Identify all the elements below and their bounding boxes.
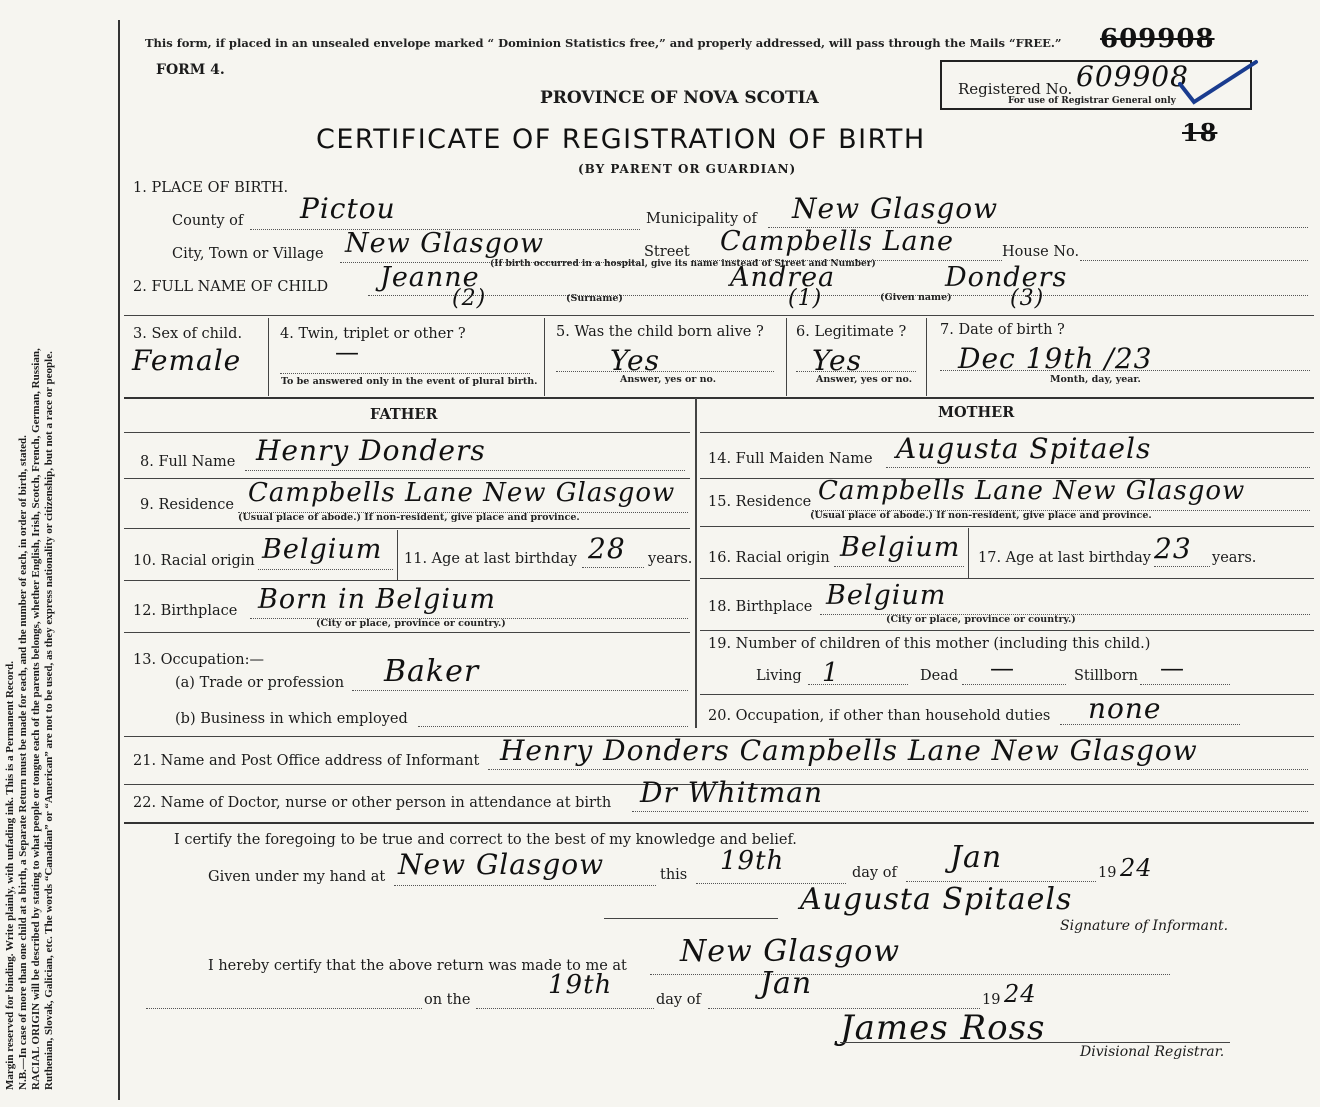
house-label: House No. — [1002, 244, 1080, 260]
margin-rule — [118, 20, 120, 1100]
county-label: County of — [172, 213, 244, 229]
father-name-value: Henry Donders — [256, 434, 486, 467]
mother-children-label: 19. Number of children of this mother (including this child.) — [708, 636, 1151, 652]
registrar-on-the-label: on the — [424, 992, 471, 1008]
dead-value: — — [990, 654, 1015, 682]
registrar-day: 19th — [548, 970, 613, 1000]
dob-label: 7. Date of birth ? — [940, 322, 1065, 338]
street-label: Street — [644, 244, 690, 260]
registrar-day-of-label: day of — [656, 992, 701, 1008]
given-day: 19th — [720, 846, 785, 876]
street-value: Campbells Lane — [720, 226, 955, 257]
legit-label: 6. Legitimate ? — [796, 324, 907, 340]
mother-name-value: Augusta Spitaels — [896, 432, 1152, 465]
registrar-note: For use of Registrar General only — [1008, 96, 1176, 106]
legit-caption: Answer, yes or no. — [816, 374, 913, 385]
certificate-title: CERTIFICATE OF REGISTRATION OF BIRTH — [316, 124, 926, 155]
mother-heading: MOTHER — [938, 404, 1015, 421]
doctor-value: Dr Whitman — [640, 776, 824, 809]
province-heading: PROVINCE OF NOVA SCOTIA — [540, 88, 819, 108]
father-age-value: 28 — [588, 532, 626, 565]
father-occupation-label: 13. Occupation:— — [133, 652, 264, 668]
mother-birthplace-label: 18. Birthplace — [708, 599, 813, 615]
child-order-2: (1) — [788, 286, 823, 311]
legit-value: Yes — [812, 344, 862, 377]
municipality-value: New Glasgow — [792, 192, 999, 225]
mother-racial-label: 16. Racial origin — [708, 550, 830, 566]
father-birthplace-label: 12. Birthplace — [133, 603, 238, 619]
hospital-note: (If birth occurred in a hospital, give its name instead of Street and Number) — [490, 259, 876, 269]
certify-statement: I certify the foregoing to be true and correct to the best of my knowledge and belief. — [174, 832, 797, 848]
mother-birthplace-caption: (City or place, province or country.) — [886, 614, 1076, 625]
informant-value: Henry Donders Campbells Lane New Glasgow — [500, 734, 1198, 767]
mother-residence-caption: (Usual place of abode.) If non-resident, give place and province. — [810, 510, 1152, 521]
registrar-statement: I hereby certify that the above return was made to me at — [208, 958, 627, 974]
father-residence-label: 9. Residence — [140, 497, 234, 513]
given-year: 24 — [1120, 854, 1153, 882]
surname-caption: (Surname) — [566, 293, 623, 304]
given-this-label: this — [660, 867, 688, 883]
mother-occupation-value: none — [1088, 692, 1162, 725]
father-name-label: 8. Full Name — [140, 454, 236, 470]
mother-residence-value: Campbells Lane New Glasgow — [818, 476, 1246, 506]
form-number: FORM 4. — [156, 62, 225, 78]
given-day-of-label: day of — [852, 865, 897, 881]
corner-number: 18 — [1182, 118, 1218, 147]
father-heading: FATHER — [370, 406, 438, 423]
given-year-prefix: 19 — [1098, 865, 1117, 881]
mother-residence-label: 15. Residence — [708, 494, 812, 510]
sex-label: 3. Sex of child. — [133, 326, 243, 342]
twin-caption: To be answered only in the event of plural birth. — [281, 376, 538, 387]
informant-signature: Augusta Spitaels — [800, 882, 1073, 917]
given-caption: (Given name) — [880, 292, 952, 303]
mother-occupation-label: 20. Occupation, if other than household duties — [708, 708, 1051, 724]
sex-value: Female — [132, 344, 242, 377]
informant-label: 21. Name and Post Office address of Informant — [133, 753, 480, 769]
father-years: years. — [648, 551, 693, 567]
child-name-label: 2. FULL NAME OF CHILD — [133, 279, 329, 295]
child-order-1: (2) — [452, 286, 487, 311]
alive-value: Yes — [610, 344, 660, 377]
mother-birthplace-value: Belgium — [826, 580, 947, 611]
father-birthplace-value: Born in Belgium — [258, 584, 496, 615]
father-birthplace-caption: (City or place, province or country.) — [316, 618, 506, 629]
margin-line-4: Ruthenian, Slovak, Galician, etc. The words “Canadian” or “American” are not to be used, as they express nationality or citizenship, but not a race or people. — [43, 351, 55, 1090]
margin-line-3: RACIAL ORIGIN will be described by stating to what people or tongue each of the parents belongs, whether English, Irish, Scotch, French, German, Russian, — [30, 348, 42, 1090]
alive-caption: Answer, yes or no. — [620, 374, 717, 385]
mother-racial-value: Belgium — [840, 532, 961, 563]
living-label: Living — [756, 668, 802, 684]
given-month: Jan — [950, 840, 1003, 875]
margin-line-2: N.B.—In case of more than one child at a birth, a Separate Return must be made for each, and the number of each, in order of birth, stated. — [17, 435, 29, 1090]
doctor-label: 22. Name of Doctor, nurse or other person in attendance at birth — [133, 795, 612, 811]
mother-age-value: 23 — [1154, 532, 1192, 565]
given-label: Given under my hand at — [208, 869, 386, 885]
registrar-place: New Glasgow — [680, 934, 901, 969]
father-trade-value: Baker — [384, 654, 480, 689]
mail-notice: This form, if placed in an unsealed envelope marked “ Dominion Statistics free,” and properly addressed, will pass through the Mails “FREE.” — [145, 36, 1062, 50]
registrar-year: 24 — [1004, 980, 1037, 1008]
given-place: New Glasgow — [398, 848, 605, 881]
city-label: City, Town or Village — [172, 246, 324, 262]
registrar-month: Jan — [760, 966, 813, 1001]
stillborn-label: Stillborn — [1074, 668, 1138, 684]
registrar-year-prefix: 19 — [982, 992, 1001, 1008]
father-trade-label: (a) Trade or profession — [175, 675, 345, 691]
living-value: 1 — [822, 658, 840, 688]
twin-label: 4. Twin, triplet or other ? — [280, 326, 466, 342]
father-racial-value: Belgium — [262, 534, 383, 565]
certificate-subtitle: (BY PARENT OR GUARDIAN) — [578, 162, 797, 176]
registrar-signature: James Ross — [840, 1008, 1046, 1048]
registrar-caption: Divisional Registrar. — [1080, 1044, 1225, 1060]
county-value: Pictou — [300, 192, 396, 225]
mother-years: years. — [1212, 550, 1257, 566]
city-value: New Glasgow — [345, 228, 545, 259]
child-name-1: Jeanne — [380, 262, 480, 293]
father-residence-value: Campbells Lane New Glasgow — [248, 478, 676, 508]
municipality-label: Municipality of — [646, 211, 757, 227]
place-heading: 1. PLACE OF BIRTH. — [133, 180, 289, 196]
stillborn-value: — — [1160, 654, 1185, 682]
dob-caption: Month, day, year. — [1050, 374, 1141, 385]
margin-line-1: Margin reserved for binding. Write plainly, with unfading ink. This is a Permanent Record. — [4, 661, 16, 1090]
registered-label: Registered No. — [958, 80, 1073, 98]
father-racial-label: 10. Racial origin — [133, 553, 255, 569]
twin-value: — — [335, 338, 360, 366]
mother-age-label: 17. Age at last birthday — [978, 550, 1151, 566]
informant-signature-caption: Signature of Informant. — [1060, 918, 1229, 934]
father-age-label: 11. Age at last birthday — [404, 551, 577, 567]
father-residence-caption: (Usual place of abode.) If non-resident, give place and province. — [238, 512, 580, 523]
dob-value: Dec 19th /23 — [958, 342, 1153, 375]
mother-name-label: 14. Full Maiden Name — [708, 451, 873, 467]
alive-label: 5. Was the child born alive ? — [556, 324, 764, 340]
father-business-label: (b) Business in which employed — [175, 711, 408, 727]
child-order-3: (3) — [1010, 286, 1045, 311]
registered-number: 609908 — [1076, 60, 1189, 93]
dead-label: Dead — [920, 668, 959, 684]
checkmark-icon — [1176, 56, 1266, 108]
child-name-3: Donders — [945, 262, 1068, 293]
struck-number: 609908 — [1100, 24, 1215, 54]
margin-instructions — [4, 20, 56, 1100]
child-name-2: Andrea — [730, 262, 836, 293]
